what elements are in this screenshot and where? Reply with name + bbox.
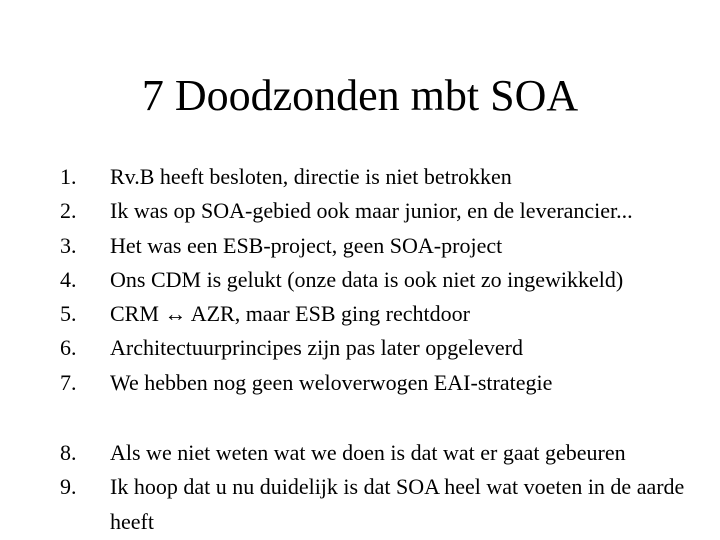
list-item-text: Ik hoop dat u nu duidelijk is dat SOA heel wat voeten in de aarde heeft xyxy=(110,474,685,534)
list-item xyxy=(60,160,700,194)
list-item-text: We hebben nog geen weloverwogen EAI-strategie xyxy=(110,369,553,395)
slide-title: 7 Doodzonden mbt SOA xyxy=(141,71,579,120)
list-item-number: 5. xyxy=(60,301,77,327)
list-item-number: 3. xyxy=(60,232,77,258)
list-item xyxy=(60,366,700,400)
list-item xyxy=(60,194,700,228)
list-item-number: 4. xyxy=(60,266,77,292)
list-item-text: Architectuurprincipes zijn pas later opgeleverd xyxy=(110,335,523,361)
numbered-list-extra xyxy=(60,436,700,539)
list-item-number: 2. xyxy=(60,198,77,224)
list-item-text: Het was een ESB-project, geen SOA-project xyxy=(110,232,503,258)
list-item-number: 7. xyxy=(60,369,77,395)
list-item xyxy=(60,263,700,297)
list-item-text: Ons CDM is gelukt (onze data is ook niet zo ingewikkeld) xyxy=(110,266,624,292)
list-item-text: Als we niet weten wat we doen is dat wat er gaat gebeuren xyxy=(110,440,626,465)
list-item-number: 9. xyxy=(60,474,77,500)
list-item xyxy=(60,331,700,365)
list-item-number: 8. xyxy=(60,440,77,465)
list-item-text: CRM ↔ AZR, maar ESB ging rechtdoor xyxy=(110,301,470,327)
list-item-number: 1. xyxy=(60,164,77,189)
list-item-number: 6. xyxy=(60,335,77,361)
list-item xyxy=(60,229,700,263)
numbered-list-main xyxy=(60,160,700,400)
list-item xyxy=(60,470,700,539)
list-item xyxy=(60,297,700,331)
list-item-text: Rv.B heeft besloten, directie is niet betrokken xyxy=(110,164,512,189)
list-item xyxy=(60,436,700,470)
list-item-text: Ik was op SOA-gebied ook maar junior, en de leverancier... xyxy=(110,198,633,224)
